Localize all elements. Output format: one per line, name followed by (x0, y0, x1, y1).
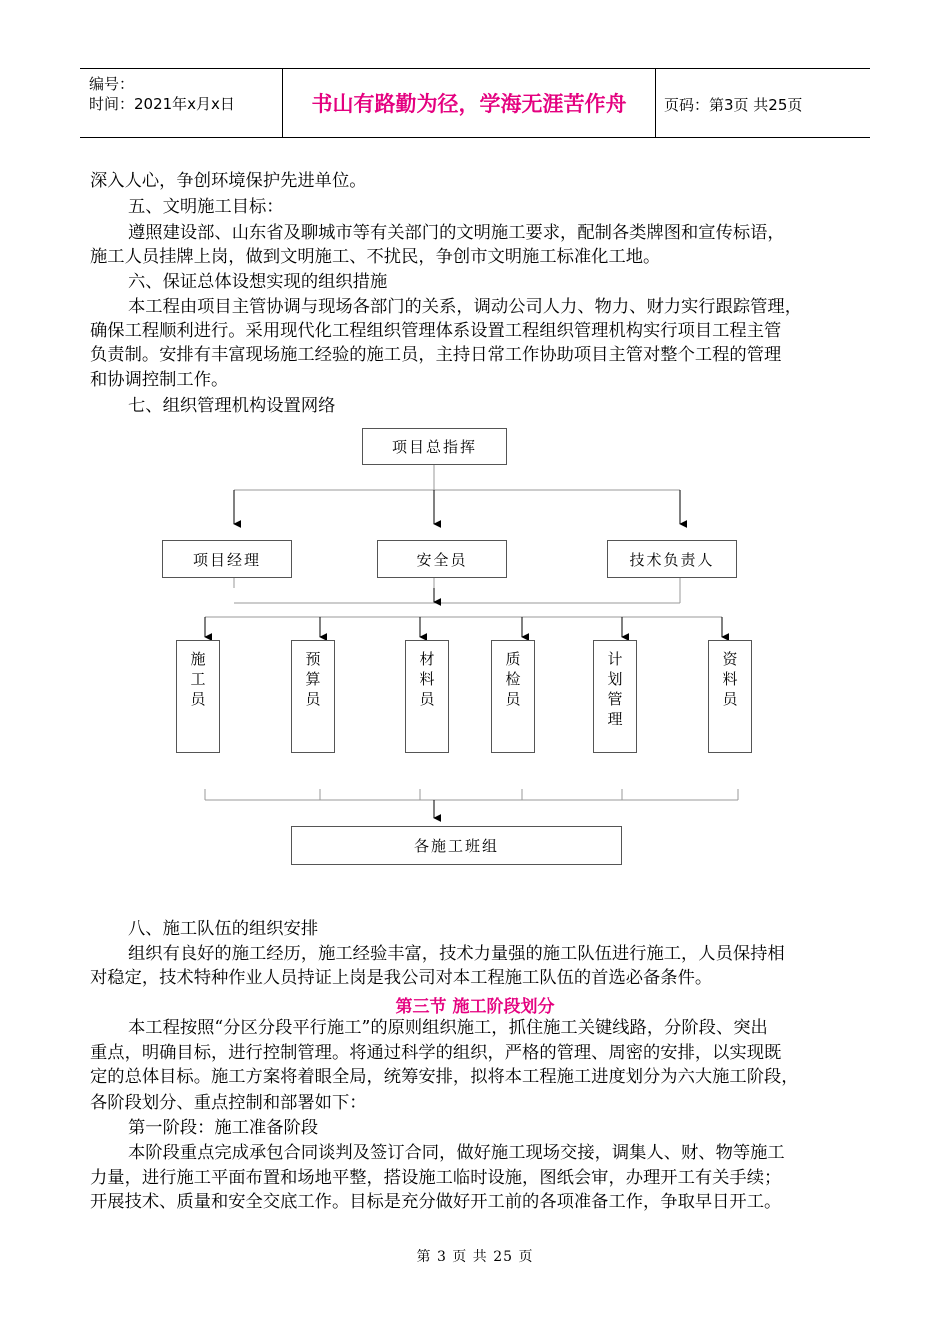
heading-phase-one: 第一阶段：施工准备阶段 (128, 1118, 319, 1138)
paragraph-line: 本工程由项目主管协调与现场各部门的关系，调动公司人力、物力、财力实行跟踪管理， (128, 297, 802, 317)
org-box-project-manager: 项目经理 (162, 540, 292, 578)
org-box-work-teams: 各施工班组 (291, 826, 622, 865)
paragraph-line: 遵照建设部、山东省及聊城市等有关部门的文明施工要求，配制各类牌图和宣传标语， (128, 223, 785, 243)
header-motto: 书山有路勤为径，学海无涯苦作舟 (283, 69, 656, 137)
org-box-budget-staff (291, 640, 335, 753)
paragraph-line: 对稳定，技术特种作业人员持证上岗是我公司对本工程施工队伍的首选必备条件。 (90, 968, 713, 988)
org-box-label: 计划管理 (607, 650, 623, 728)
paragraph-line: 施工人员挂牌上岗，做到文明施工、不扰民，争创市文明施工标准化工地。 (90, 247, 661, 267)
paragraph-line: 力量，进行施工平面布置和场地平整，搭设施工临时设施，图纸会审，办理开工有关手续； (90, 1168, 782, 1188)
paragraph-line: 本阶段重点完成承包合同谈判及签订合同，做好施工现场交接，调集人、财、物等施工 (128, 1143, 785, 1163)
paragraph-line: 确保工程顺利进行。采用现代化工程组织管理体系设置工程组织管理机构实行项目工程主管 (90, 321, 782, 341)
paragraph-line: 定的总体目标。施工方案将着眼全局，统筹安排，拟将本工程施工进度划分为六大施工阶段， (90, 1067, 799, 1087)
paragraph-line: 各阶段划分、重点控制和部署如下： (90, 1093, 367, 1113)
org-box-label: 材料员 (419, 650, 435, 708)
org-box-records-staff (708, 640, 752, 753)
org-box-construction-staff (176, 640, 220, 753)
heading-org-network: 七、组织管理机构设置网络 (128, 396, 336, 416)
paragraph-line: 和协调控制工作。 (90, 370, 229, 390)
header-page-label: 页码：第3页 共25页 (664, 96, 803, 114)
paragraph-line: 开展技术、质量和安全交底工作。目标是充分做好开工前的各项准备工作，争取早日开工。 (90, 1192, 782, 1212)
doc-number-label: 编号： (89, 75, 135, 93)
section-title: 第三节 施工阶段划分 (395, 997, 555, 1017)
org-box-label: 质检员 (505, 650, 521, 708)
org-box-materials-staff (405, 640, 449, 753)
heading-team-arrangement: 八、施工队伍的组织安排 (128, 919, 319, 939)
paragraph-line: 组织有良好的施工经历，施工经验丰富，技术力量强的施工队伍进行施工，人员保持相 (128, 944, 785, 964)
doc-time-label: 时间：2021年x月x日 (89, 95, 235, 113)
org-box-technical-lead: 技术负责人 (607, 540, 737, 578)
page-footer: 第 3 页 共 25 页 (416, 1249, 534, 1265)
org-box-general-commander: 项目总指挥 (362, 428, 507, 465)
org-box-quality-inspector (491, 640, 535, 753)
org-box-label: 施工员 (190, 650, 206, 708)
org-box-label: 预算员 (305, 650, 321, 708)
paragraph-line: 重点，明确目标，进行控制管理。将通过科学的组织，严格的管理、周密的安排，以实现既 (90, 1043, 782, 1063)
paragraph-line: 负责制。安排有丰富现场施工经验的施工员，主持日常工作协助项目主管对整个工程的管理 (90, 345, 782, 365)
heading-org-measures: 六、保证总体设想实现的组织措施 (128, 272, 388, 292)
paragraph-line: 深入人心，争创环境保护先进单位。 (90, 171, 367, 191)
paragraph-line: 本工程按照“分区分段平行施工”的原则组织施工，抓住施工关键线路，分阶段、突出 (128, 1018, 768, 1038)
org-box-safety-officer: 安全员 (377, 540, 507, 578)
heading-civilized-goal: 五、文明施工目标： (128, 197, 284, 217)
org-box-planning-management (593, 640, 637, 753)
org-box-label: 资料员 (722, 650, 738, 708)
